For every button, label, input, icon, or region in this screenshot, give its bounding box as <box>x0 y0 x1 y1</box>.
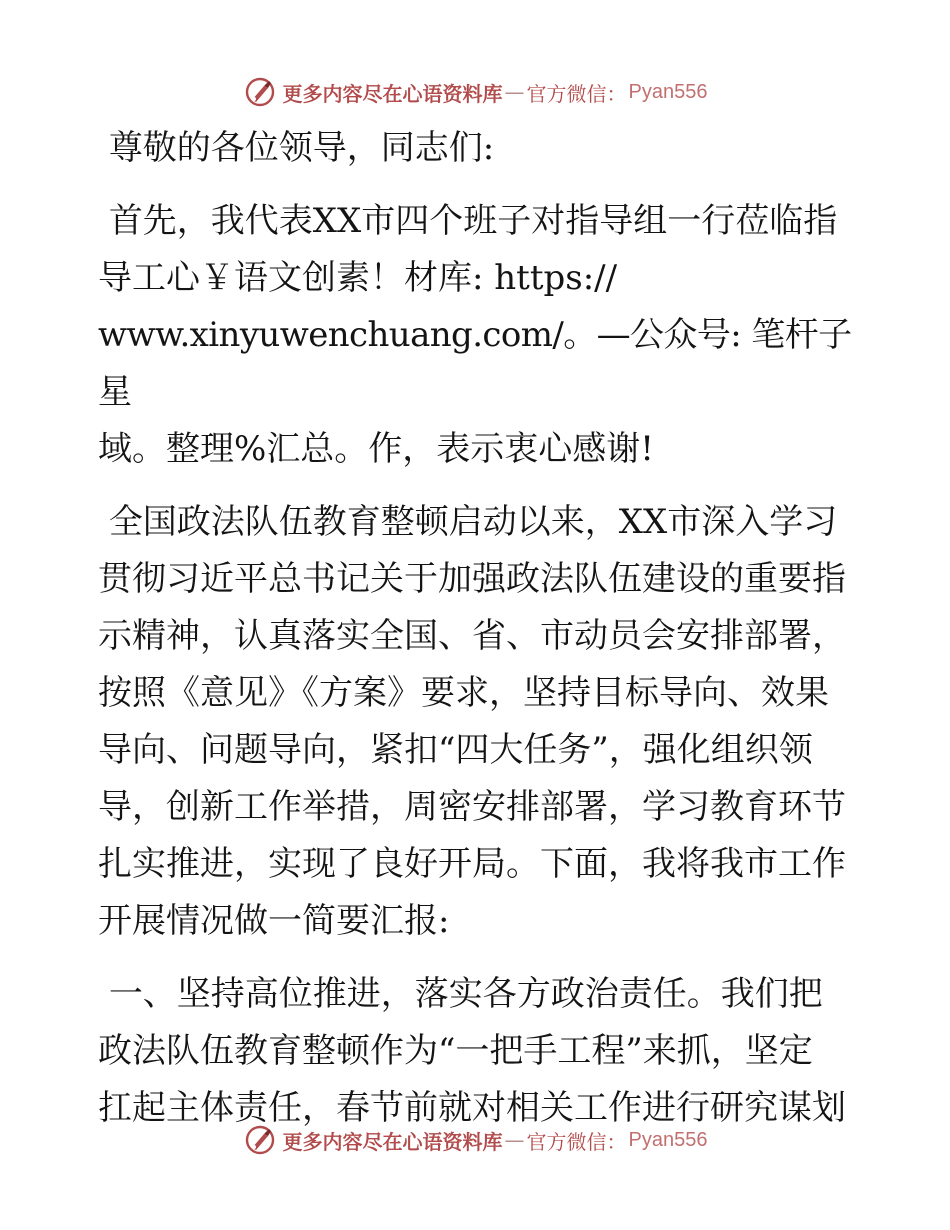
header-watermark-banner <box>0 72 950 112</box>
text-line: 一、坚持高位推进，落实各方政治责任。我们把 <box>108 974 823 1014</box>
text-line: 按照《意见》《方案》要求，坚持目标导向、效果 <box>98 673 829 713</box>
text-line: 首先，我代表XX市四个班子对指导组一行莅临指 <box>108 201 838 241</box>
text-line: 尊敬的各位领导，同志们: <box>108 128 495 168</box>
footer-watermark-banner <box>0 1120 950 1160</box>
text-line: 政法队伍教育整顿作为“一把手工程”来抓，坚定 <box>98 1031 813 1071</box>
paragraph-greeting <box>98 120 858 177</box>
banner-official-label: 官方微信： <box>526 1129 627 1154</box>
text-line: 开展情况做一简要汇报: <box>98 901 450 941</box>
paragraph-overview <box>98 494 858 950</box>
text-line: 扛起主体责任，春节前就对相关工作进行研究谋划 <box>98 1088 846 1128</box>
text-line: 导，创新工作举措，周密安排部署，学习教育环节 <box>98 787 846 827</box>
text-line: 贯彻习近平总书记关于加强政法队伍建设的重要指 <box>98 559 846 599</box>
banner-dash: — <box>504 80 525 104</box>
text-line: 导工心￥语文创素！材库: https:// <box>98 258 618 298</box>
banner-wechat-id: Pyan556 <box>628 1128 708 1151</box>
text-line: 扎实推进，实现了良好开局。下面，我将我市工作 <box>98 844 846 884</box>
pen-logo-icon <box>243 75 277 109</box>
document-body <box>98 120 858 1137</box>
banner-site-text: 更多内容尽在心语资料库 <box>282 1129 503 1154</box>
text-line: 域。整理%汇总。作，表示衷心感谢! <box>98 429 654 469</box>
paragraph-thanks <box>98 193 858 478</box>
banner-official-label: 官方微信： <box>526 81 627 106</box>
text-line: 导向、问题导向，紧扣“四大任务”，强化组织领 <box>98 730 813 770</box>
banner-site-text: 更多内容尽在心语资料库 <box>282 81 503 106</box>
banner-wechat-id: Pyan556 <box>628 80 708 103</box>
paragraph-section-one <box>98 966 858 1137</box>
text-line-url: www.xinyuwenchuang.com/。—公众号: 笔杆子星 <box>98 315 852 412</box>
text-line: 全国政法队伍教育整顿启动以来，XX市深入学习 <box>108 502 838 542</box>
pen-logo-icon <box>243 1123 277 1157</box>
banner-dash: — <box>504 1128 525 1152</box>
text-line: 示精神，认真落实全国、省、市动员会安排部署， <box>98 616 846 656</box>
